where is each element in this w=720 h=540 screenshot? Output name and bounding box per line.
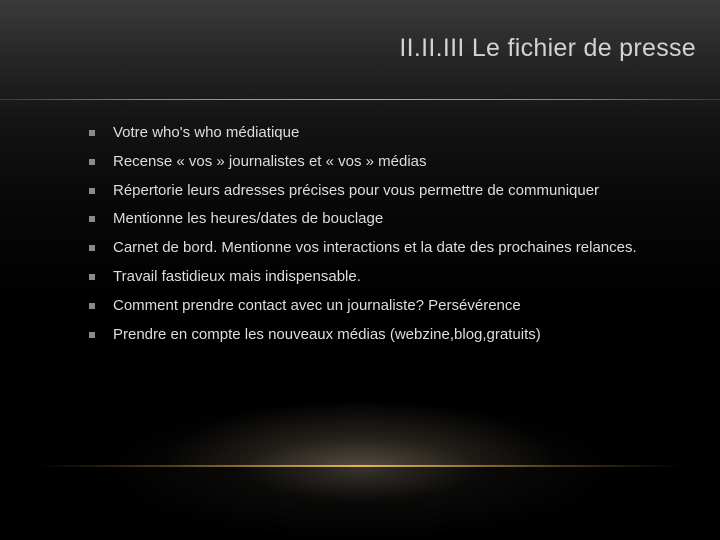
square-bullet-icon — [89, 303, 95, 309]
bullet-list — [89, 119, 689, 349]
square-bullet-icon — [89, 216, 95, 222]
bullet-item — [89, 205, 689, 234]
bullet-item — [89, 177, 689, 206]
square-bullet-icon — [89, 188, 95, 194]
bullet-text: Prendre en compte les nouveaux médias (webzine,blog,gratuits) — [113, 325, 541, 343]
bullet-item — [89, 234, 689, 263]
bullet-item — [89, 321, 689, 350]
square-bullet-icon — [89, 332, 95, 338]
square-bullet-icon — [89, 245, 95, 251]
bullet-item — [89, 148, 689, 177]
spotlight-glow — [160, 400, 560, 466]
accent-line — [36, 465, 684, 467]
bullet-text: Mentionne les heures/dates de bouclage — [113, 210, 384, 228]
slide-title: II.II.III Le fichier de presse — [399, 34, 696, 62]
bullet-text: Travail fastidieux mais indispensable. — [113, 267, 361, 285]
bullet-text: Comment prendre contact avec un journaliste? Persévérence — [113, 296, 521, 314]
bullet-item — [89, 292, 689, 321]
bullet-text: Répertorie leurs adresses précises pour vous permettre de communiquer — [113, 181, 600, 199]
bullet-item — [89, 119, 689, 148]
bullet-text: Recense « vos » journalistes et « vos » médias — [113, 152, 427, 170]
bullet-text: Carnet de bord. Mentionne vos interactions et la date des prochaines relances. — [113, 239, 637, 257]
square-bullet-icon — [89, 130, 95, 136]
bullet-text: Votre who's who médiatique — [113, 124, 300, 141]
bullet-item — [89, 263, 689, 292]
square-bullet-icon — [89, 274, 95, 280]
square-bullet-icon — [89, 159, 95, 165]
title-divider — [0, 99, 720, 100]
